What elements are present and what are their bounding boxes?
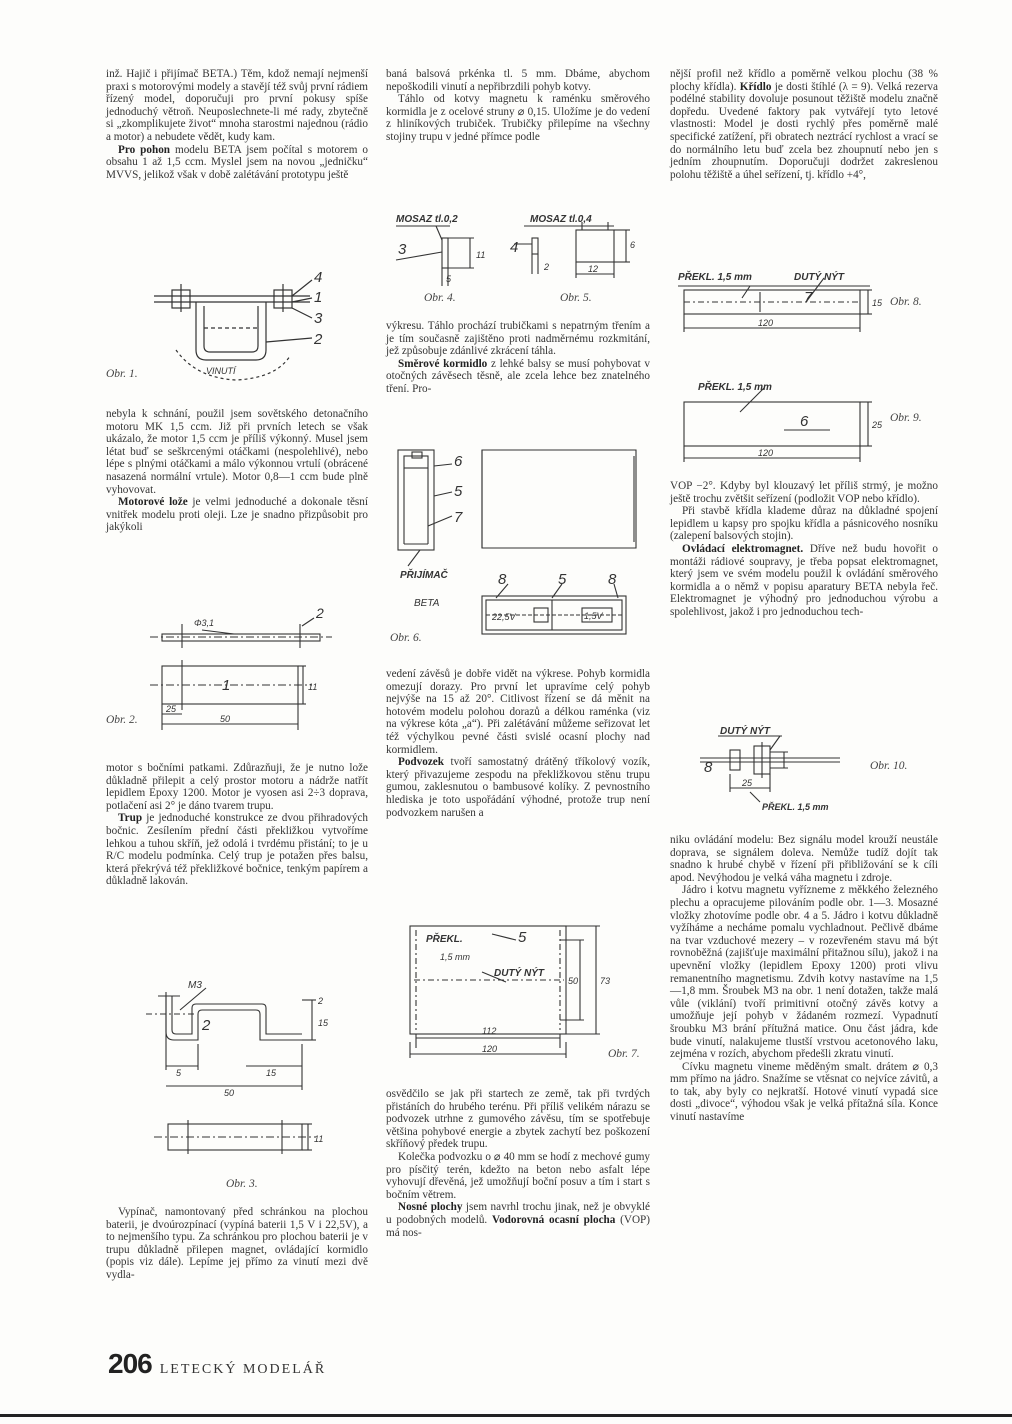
paragraph — [386, 1201, 650, 1239]
column-1-bottom — [106, 1206, 368, 1282]
dim-25: 25 — [742, 778, 753, 788]
column-1-middle — [106, 408, 368, 534]
figure-7 — [386, 912, 650, 1062]
label-7: 7 — [454, 509, 463, 526]
dim-25: 25 — [872, 420, 883, 430]
label-2: 2 — [202, 1017, 211, 1034]
label-1: 1 — [222, 677, 231, 694]
label-prekl: PŘEKL. — [426, 934, 463, 945]
paragraph-text: (VOP) má nos- — [386, 1213, 650, 1239]
column-2-middle — [386, 320, 650, 396]
label-22v: 22,5V — [492, 612, 516, 622]
dim-15: 15 — [318, 1018, 329, 1028]
dim-50: 50 — [224, 1088, 235, 1098]
figure-10-caption: Obr. 10. — [870, 760, 908, 772]
figure-10 — [670, 722, 938, 816]
paragraph — [106, 144, 368, 182]
dim-120: 120 — [758, 318, 774, 328]
figure-1 — [106, 266, 368, 406]
paragraph: niku ovládání modelu: Bez signálu model krouží neustále doprava, se signálem doleva. Nemůže tudíž dojít tak snadno k hrubé chybě v řízení při přibližování se k cíli apod. Nevýhodou je velká váha magnetu i zdroje. — [670, 834, 938, 884]
figure-9-caption: Obr. 9. — [890, 412, 922, 424]
label-5: 5 — [454, 483, 463, 500]
paragraph: vedení závěsů je dobře vidět na výkrese. Pohyb kormidla omezují dorazy. Pro první let upravíme celý pohyb nejvýše na 15 až 20°. Citlivost řízení se dá měnit na hotovém modelu polohou dorazů a délkou raménka (viz na výkrese kóta „a“). Při zalétávání můžeme seřizovat let též výchylkou pevné části svislé ocasní plochy nad kormidlem. — [386, 668, 650, 756]
magazine-title: LETECKÝ MODELÁŘ — [159, 1362, 327, 1377]
label-thickness: 1,5 mm — [440, 952, 471, 962]
figure-7-drawing — [386, 912, 650, 1062]
fig5-label-4: 4 — [510, 239, 519, 256]
fig4-dim-11: 11 — [476, 250, 486, 260]
label-1: 1 — [314, 289, 323, 306]
section-heading: Vodorovná ocasní plocha — [492, 1213, 616, 1226]
paragraph: Cívku magnetu vineme měděným smalt. drátem ⌀ 0,3 mm přímo na jádro. Snažíme se vtěsnat co nejvíce závitů, a to tak, aby byly co nejkratší. Hotové vinutí vypadá sice dosti „divoce“, výhodou však je velká přítažná síla. Konce vinutí nastavíme — [670, 1060, 938, 1124]
paragraph: Kolečka podvozku o ⌀ 40 mm se hodí z mechové gumy pro písčitý terén, kdežto na beton nebo asfalt lépe vyhovují dřevěná, jež umožňují boční posuv a tím i start s bočním větrem. — [386, 1150, 650, 1201]
figure-9 — [670, 378, 938, 464]
label-3: 3 — [314, 310, 323, 327]
paragraph: inž. Hajič i přijímač BETA.) Těm, kdož nemají nejmenší praxi s motorovými modely a stavějí též svůj první rádiem řízený model, doporučuji pro první pokusy spíše jednoduchý větroň. Neuposlechnete-li mé rady, zbytečně si „zkomplikujete život“ mnoha starostmi najednou (rádio a motor) a nebudete vědět, kudy kam. — [106, 68, 368, 143]
section-heading: Trup — [118, 812, 143, 825]
label-prijimac: PŘIJÍMAČ — [400, 570, 448, 581]
paragraph-text: nější profil než křídlo a poměrně velkou plochu (38 % plochy křídla). — [670, 68, 938, 93]
figure-2 — [106, 604, 368, 744]
paragraph: VOP −2°. Kdyby byl klouzavý let příliš strmý, je možno ještě trochu zvětšit seřízení (podložit VOP nebo křídlo). — [670, 480, 938, 505]
section-heading: Ovládací elektromagnet. — [682, 542, 804, 555]
label-2: 2 — [314, 331, 323, 348]
dim-15: 15 — [872, 298, 883, 308]
label-8b: 8 — [608, 571, 617, 588]
paragraph-text: je jednoduché konstrukce ze dvou přihradových bočnic. Zesílením přední části překližkou vytvoříme lehkou a tuhou skříň, jež odolá i tvrdému přistání; to je u R/C modelu podmínka. Celý trup je potažen přes balsu, která překrývá též překližkové bočnice, tenkým papírem a důkladně lakován. — [106, 812, 368, 888]
paragraph: Při stavbě křídla klademe důraz na důkladné spojení lepidlem u kapsy pro spojku křídla a pásnicového nosníku (zalepení balsových stojin). — [670, 505, 938, 543]
label-8a: 8 — [498, 571, 507, 588]
paragraph — [106, 812, 368, 888]
column-2-lower — [386, 668, 650, 819]
fig4-label-3: 3 — [398, 241, 407, 258]
section-heading: Pro pohon — [118, 143, 171, 156]
paragraph — [386, 756, 650, 819]
paragraph: výkresu. Táhlo prochází trubičkami s nepatrným třením a je tím současně zajištěno proti nadměrnému rozkmitání, jež způsobuje zdánlivé zkrácení táhla. — [386, 320, 650, 358]
paragraph — [670, 68, 938, 181]
label-beta: BETA — [414, 598, 440, 609]
column-2-top — [386, 68, 650, 144]
paragraph: baná balsová prkénka tl. 5 mm. Dbáme, abychom nepoškodili vinutí a nepřibrzdili pohyb kotvy. — [386, 68, 650, 93]
column-3-bottom — [670, 834, 938, 1124]
fig5-dim-12: 12 — [588, 264, 599, 274]
figure-8 — [670, 262, 938, 342]
label-vinuti: VINUTÍ — [206, 366, 236, 376]
figures-4-5 — [386, 200, 650, 310]
dim-73: 73 — [600, 976, 611, 986]
figure-1-drawing — [106, 266, 368, 406]
page-number: 206 — [108, 1348, 152, 1379]
dim-50: 50 — [568, 976, 579, 986]
figure-8-caption: Obr. 8. — [890, 296, 922, 308]
paragraph-text: modelu BETA jsem počítal s motorem o obsahu 1 až 1,5 ccm. Myslel jsem na novou „jedničku“ MVVS, jelikož však v době zalétávání prototypu ještě — [106, 143, 369, 181]
paragraph — [106, 496, 368, 534]
section-heading: Podvozek — [398, 756, 444, 769]
label-prekl: PŘEKL. 1,5 mm — [698, 382, 772, 393]
column-1-lower — [106, 762, 368, 888]
column-3-top — [670, 68, 938, 181]
paragraph: nebyla k schnání, použil jsem sovětského detonačního motoru MK 1,5 ccm. Již při prvních letech se však ukázalo, že motor 1,5 ccm je příliš výkonný. Musel jsem létat buď se seškrcenými otáčkami (nespolehlivé), nebo lépe s plnými otáčkami a málo výkonnou vrtulí (obrácené nasazená normální vrtule). Motor 0,8—1 ccm bude plně vyhovovat. — [106, 408, 368, 496]
figure-3-caption: Obr. 3. — [226, 1178, 258, 1190]
bottom-edge-line — [0, 1414, 1012, 1417]
dim-11: 11 — [314, 1134, 324, 1144]
column-2-bottom — [386, 1088, 650, 1239]
paragraph: Vypínač, namontovaný před schránkou na plochou baterii, je dvoúrozpínací (vypíná baterii 1,5 V i 22,5V), a to nejmenšího typu. Za schránkou pro plochou baterii je v trupu důkladně přilepen magnet, ovládající kormidlo (popis viz dále). Lepíme jej přímo za vinutí mezi dvě vydla- — [106, 1206, 368, 1281]
dim-50: 50 — [220, 714, 231, 724]
column-1-top — [106, 68, 368, 181]
figure-2-caption: Obr. 2. — [106, 714, 138, 726]
label-4: 4 — [314, 269, 323, 286]
label-prekl: PŘEKL. 1,5 mm — [678, 272, 752, 283]
label-1v: 1,5V — [584, 611, 603, 621]
figure-6 — [386, 436, 650, 650]
figure-2-drawing — [106, 604, 368, 744]
figure-3-drawing — [106, 974, 368, 1190]
figure-6-caption: Obr. 6. — [390, 632, 422, 644]
label-8: 8 — [704, 759, 713, 776]
paragraph — [386, 358, 650, 396]
paragraph: Jádro i kotvu magnetu vyřízneme z měkkého železného plechu a opracujeme pilováním podle obr. 1—3. Mosazné vložky zhotovíme podle obr. 4 a 5. Jádro i kotvu důkladně vyžíháme a necháme pomalu vychladnout. Pečlivě dbáme na tvar vzduchové mezery – v rozevřeném stavu má být rovnoběžná (zajišťuje maximální přitažnou sílu), jakož i na upevnění vložky (lepidlem Epoxy 1200) proti vlivu remanentního magnetismu. Zdvih kotvy nastavíme na 1,5—1,8 mm. Šroubek M3 na obr. 1 není dotažen, takže malá vůle (viklání) tvoří primitivní otočný závěs kotvy a umožňuje její pohyb v žádaném rozmezí. Vypadnutí šroubku M3 brání přítužná matice. Onu část jádra, kde bude vinutí, nalakujeme tlustší vrstvou acetonového laku, zejména v rozích, abychom předešli zkratu vinutí. — [670, 884, 938, 1061]
dim-5: 5 — [176, 1068, 182, 1078]
figure-4-caption: Obr. 4. — [424, 292, 456, 304]
fig5-dim-2: 2 — [544, 262, 550, 272]
paragraph-text: je dosti štíhlé (λ = 9). Velká rezerva podélné stability dovoluje posunout těžiště modelu značně dopředu. Uvedené faktory pak vytvářejí tyto letové vlastnosti: Model je dosti rychlý přes poměrně malé specifické zatížení, při obratech neztrácí rychlost a vrací se do normálního letu buď zcela bez zhoupnutí nebo jen s jedním zhoupnutím. Doporučuji dodržet zakreslenou polohu těžiště a úhel seřízení, tj. křídlo +4°, — [670, 80, 938, 181]
paragraph: Táhlo od kotvy magnetu k raménku směrového kormidla je z ocelové struny ⌀ 0,15. Uložíme je do vedení z hliníkových trubiček. Trubičky přilepíme na všechny stojiny trupu v jedné přímce podle — [386, 93, 650, 143]
dim-25: 25 — [166, 704, 177, 714]
fig4-dim-5: 5 — [446, 274, 452, 284]
paragraph: motor s bočními patkami. Zdůrazňuji, že je nutno lože důkladně přilepit a celý prostor motoru a nádrže natřít lepidlem Epoxy 1200. Motor je vyosen asi 2÷3 doprava, potlačení asi 2° je dáno tvarem trupu. — [106, 762, 368, 812]
figure-7-caption: Obr. 7. — [608, 1048, 640, 1060]
label-duty-nyt: DUTÝ NÝT — [494, 968, 544, 979]
section-heading: Nosné plochy — [398, 1201, 463, 1214]
figure-3 — [106, 974, 368, 1190]
fig5-title: MOSAZ tl.0,4 — [530, 214, 592, 225]
dim-diameter: Φ3,1 — [194, 618, 215, 628]
paragraph-text: z lehké balsy se musí pohybovat v otočných závěsech těsně, ale zcela lehce bez znatelného tření. Pro- — [386, 357, 650, 395]
fig5-dim-6: 6 — [630, 240, 636, 250]
section-heading: Motorové lože — [118, 496, 188, 509]
dim-15b: 15 — [266, 1068, 277, 1078]
label-7: 7 — [804, 289, 813, 306]
figure-6-drawing — [386, 436, 650, 650]
page-footer — [108, 1348, 326, 1380]
paragraph: osvědčilo se jak při startech ze země, tak při tvrdých přistáních do hrubého terénu. Při příliš velikém nárazu se podvozek utrhne z gumového závěsu, tím se spotřebuje většina pohybové energie a zbytek zachytí bez poškození skříňový předek trupu. — [386, 1088, 650, 1151]
label-m3: M3 — [188, 980, 202, 991]
paragraph-text: Dříve než budu hovořit o montáži rádiové soupravy, je třeba popsat elektromagnet, který jsem ve svém modelu použil k ovládání směrového kormidla a o němž v popisu aparatury BETA nebyla řeč. Elektromagnet je výhodný pro jednoduchou výrobu a spolehlivost, jakož i pro jednoduchou tech- — [670, 542, 938, 618]
label-5: 5 — [518, 929, 527, 946]
label-5b: 5 — [558, 571, 567, 588]
label-prekl: PŘEKL. 1,5 mm — [762, 802, 829, 812]
paragraph — [670, 543, 938, 619]
section-heading: Křídlo — [739, 80, 772, 93]
dim-120: 120 — [758, 448, 774, 458]
dim-120: 120 — [482, 1044, 498, 1054]
label-duty-nyt: DUTÝ NÝT — [720, 726, 770, 737]
paragraph-text: jsem navrhl trochu jinak, než je obvyklé u podobných modelů. — [386, 1201, 650, 1226]
dim-112: 112 — [482, 1026, 497, 1036]
section-heading: Směrové kormidlo — [398, 357, 488, 370]
dim-11: 11 — [308, 682, 318, 692]
dim-2: 2 — [318, 996, 324, 1006]
label-duty-nyt: DUTÝ NÝT — [794, 272, 844, 283]
label-6: 6 — [800, 413, 809, 430]
figure-1-caption: Obr. 1. — [106, 368, 138, 380]
paragraph-text: je velmi jednoduché a dokonale těsní vnitřek modelu proti oleji. Lze je snadno přizpůsobit pro jakýkoli — [106, 496, 368, 534]
label-6: 6 — [454, 453, 463, 470]
figure-5-caption: Obr. 5. — [560, 292, 592, 304]
fig4-title: MOSAZ tl.0,2 — [396, 214, 458, 225]
column-3-middle — [670, 480, 938, 619]
label-2: 2 — [316, 605, 324, 621]
paragraph-text: tvoří samostatný drátěný tříkolový vozík, který přivazujeme zespodu na překližkovou stěnu trupu gumou, zaklesnutou o bambusové kolíky. Z pevnostního hlediska je toto uspořádání výhodné, protože trup není podvozkem narušen a — [386, 756, 650, 819]
